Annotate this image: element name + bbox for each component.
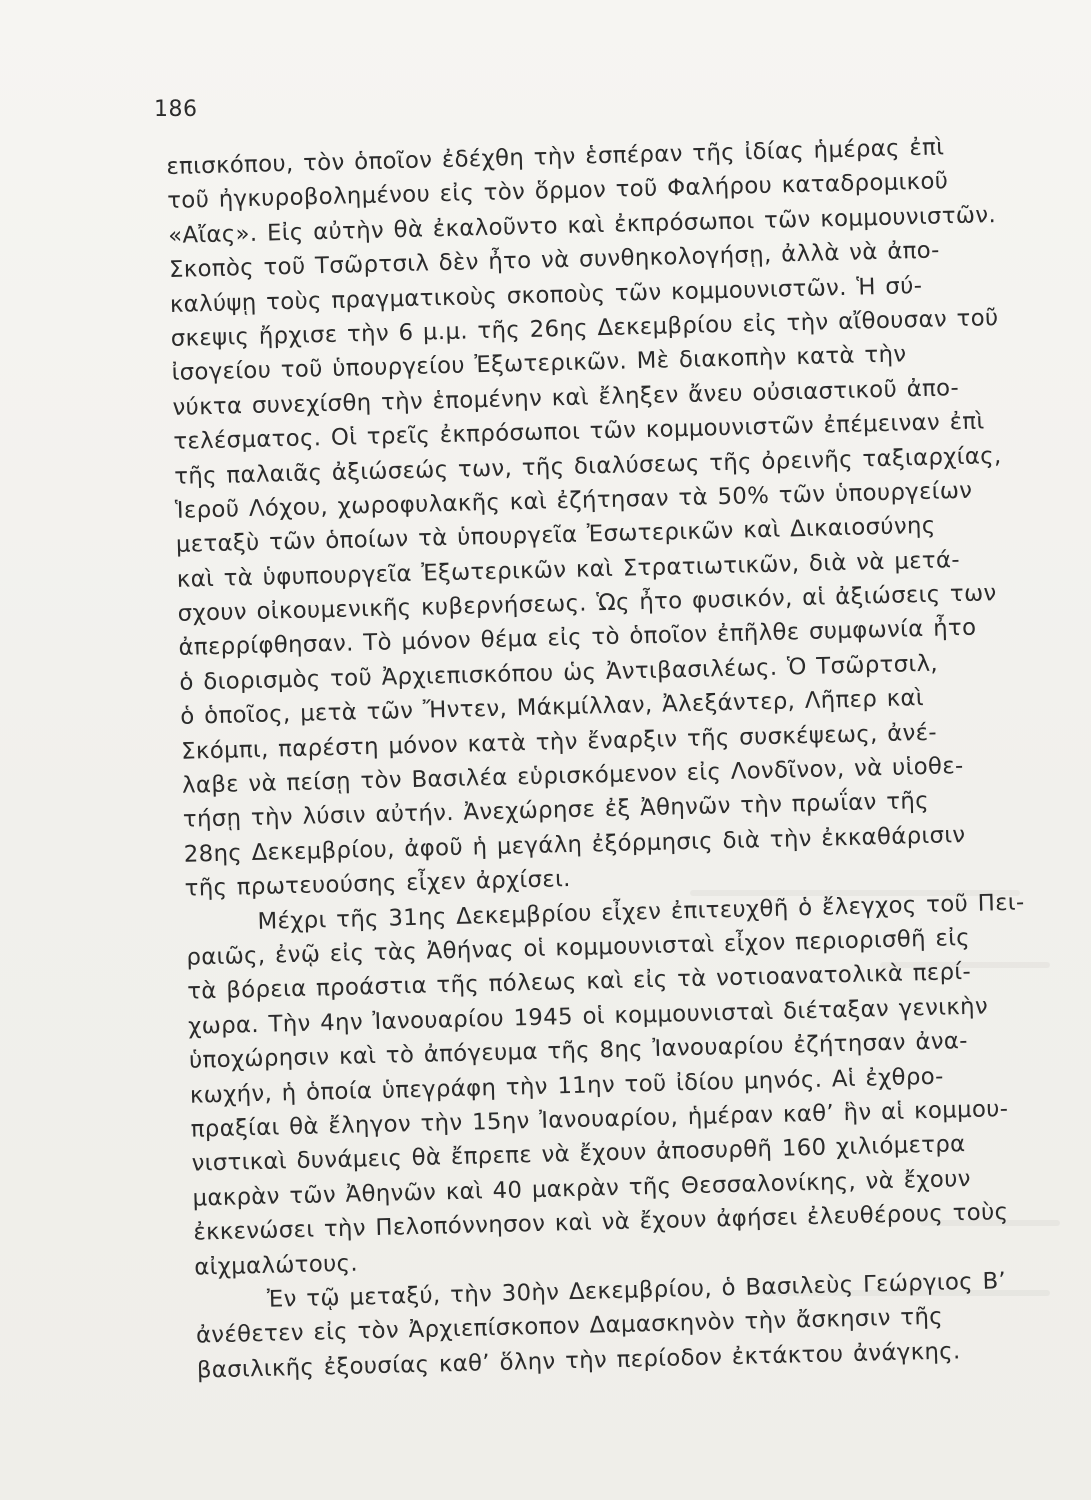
text-line: νιστικαὶ δυνάμεις θὰ ἔπρεπε νὰ ἔχουν ἀποσυρθῆ 160 χιλιόμετρα xyxy=(191,1131,966,1177)
paragraph-start-line: Μέχρι τῆς 31ης Δεκεμβρίου εἶχεν ἐπιτευχθῆ ὁ ἔλεγχος τοῦ Πει- xyxy=(257,889,1025,935)
text-line: επισκόπου, τὸν ὁποῖον ἐδέχθη τὴν ἑσπέραν τῆς ἰδίας ἡμέρας ἐπὶ xyxy=(166,134,945,180)
text-line: τὰ βόρεια προάστια τῆς πόλεως καὶ εἰς τὰ νοτιοανατολικὰ περί- xyxy=(186,959,972,1006)
text-line: νύκτα συνεχίσθη τὴν ἑπομένην καὶ ἔληξεν ἄνευ οὐσιαστικοῦ ἀπο- xyxy=(172,374,960,421)
text-line: τοῦ ἠγκυροβολημένου εἰς τὸν ὅρμον τοῦ Φαλήρου καταδρομικοῦ xyxy=(166,168,949,215)
text-line: τελέσματος. Οἱ τρεῖς ἐκπρόσωποι τῶν κομμουνιστῶν ἐπέμειναν ἐπὶ xyxy=(173,408,985,456)
text-line: τῆς πρωτευούσης εἶχεν ἀρχίσει. xyxy=(184,866,572,902)
text-line: πραξίαι θὰ ἔληγον τὴν 15ην Ἰανουαρίου, ἡμέραν καθ’ ἣν αἱ κομμου- xyxy=(190,1095,1009,1143)
text-line: Σκοπὸς τοῦ Τσῶρτσιλ δὲν ἦτο νὰ συνθηκολογήσῃ, ἀλλὰ νὰ ἀπο- xyxy=(168,237,940,284)
text-line: ὑποχώρησιν καὶ τὸ ἀπόγευμα τῆς 8ης Ἰανουαρίου ἐζήτησαν ἀνα- xyxy=(188,1028,969,1074)
text-line: μακρὰν τῶν Ἀθηνῶν καὶ 40 μακρὰν τῆς Θεσσαλονίκης, νὰ ἔχουν xyxy=(192,1165,972,1212)
text-line: Σκόμπι, παρέστη μόνον κατὰ τὴν ἔναρξιν τῆς συσκέψεως, ἀνέ- xyxy=(180,719,938,765)
text-line: κωχήν, ἡ ὁποία ὑπεγράφη τὴν 11ην τοῦ ἰδίου μηνός. Αἱ ἐχθρο- xyxy=(189,1063,944,1109)
text-line: τῆς παλαιᾶς ἀξιώσεώς των, τῆς διαλύσεως τῆς ὀρεινῆς ταξιαρχίας, xyxy=(173,442,1002,490)
text-line: «Αἴας». Εἰς αὐτὴν θὰ ἐκαλοῦντο καὶ ἐκπρόσωποι τῶν κομμουνιστῶν. xyxy=(167,201,997,249)
body-text xyxy=(166,128,1077,1388)
text-line: χωρα. Τὴν 4ην Ἰανουαρίου 1945 οἱ κομμουνισταὶ διέταξαν γενικὴν xyxy=(187,993,989,1040)
text-line: ἀνέθετεν εἰς τὸν Ἀρχιεπίσκοπον Δαμασκηνὸν τὴν ἄσκησιν τῆς xyxy=(195,1303,944,1349)
text-line: μεταξὺ τῶν ὁποίων τὰ ὑπουργεῖα Ἐσωτερικῶν καὶ Δικαιοσύνης xyxy=(175,512,936,559)
text-line: βασιλικῆς ἐξουσίας καθ’ ὅλην τὴν περίοδον ἐκτάκτου ἀνάγκης. xyxy=(196,1337,961,1384)
page-number: 186 xyxy=(154,97,198,122)
text-line: Ἱεροῦ Λόχου, χωροφυλακῆς καὶ ἐζήτησαν τὰ 50% τῶν ὑπουργείων xyxy=(174,477,973,524)
text-line: ἐκκενώσει τὴν Πελοπόννησον καὶ νὰ ἔχουν ἀφήσει ἐλευθέρους τοὺς xyxy=(193,1199,1009,1246)
text-line: ὁ ὁποῖος, μετὰ τῶν Ἤντεν, Μάκμίλλαν, Ἀλεξάντερ, Λῆπερ καὶ xyxy=(180,685,925,731)
text-line: καλύψῃ τοὺς πραγματικοὺς σκοποὺς τῶν κομμουνιστῶν. Ἡ σύ- xyxy=(169,272,923,318)
text-line: σκεψις ἤρχισε τὴν 6 μ.μ. τῆς 26ης Δεκεμβρίου εἰς τὴν αἴθουσαν τοῦ xyxy=(170,304,999,352)
text-line: σχουν οἰκουμενικῆς κυβερνήσεως. Ὡς ἦτο φυσικόν, αἱ ἀξιώσεις των xyxy=(177,580,997,627)
text-line: λαβε νὰ πείσῃ τὸν Βασιλέα εὑρισκόμενον εἰς Λονδῖνον, νὰ υἱοθε- xyxy=(181,753,964,799)
text-line: ἀπερρίφθησαν. Τὸ μόνον θέμα εἰς τὸ ὁποῖον ἐπῆλθε συμφωνία ἦτο xyxy=(178,615,977,662)
paragraph-start-line: Ἐν τῷ μεταξύ, τὴν 30ὴν Δεκεμβρίου, ὁ Βασιλεὺς Γεώργιος Β’ xyxy=(266,1267,1007,1313)
text-line: καὶ τὰ ὑφυπουργεῖα Ἐξωτερικῶν καὶ Στρατιωτικῶν, διὰ νὰ μετά- xyxy=(176,546,961,593)
text-line: ραιῶς, ἐνῷ εἰς τὰς Ἀθήνας οἱ κομμουνισταὶ εἶχον περιορισθῆ εἰς xyxy=(186,924,971,971)
text-line: αἰχμαλώτους. xyxy=(193,1250,359,1281)
text-line: ἰσογείου τοῦ ὑπουργείου Ἐξωτερικῶν. Μὲ διακοπὴν κατὰ τὴν xyxy=(171,341,907,387)
text-line: τήσῃ τὴν λύσιν αὐτήν. Ἀνεχώρησε ἐξ Ἀθηνῶν τὴν πρωΐαν τῆς xyxy=(182,788,930,834)
text-line: 28ης Δεκεμβρίου, ἀφοῦ ἡ μεγάλη ἐξόρμησις διὰ τὴν ἐκκαθάρισιν xyxy=(183,821,966,868)
text-line: ὁ διορισμὸς τοῦ Ἀρχιεπισκόπου ὡς Ἀντιβασιλέως. Ὁ Τσῶρτσιλ, xyxy=(179,650,939,696)
